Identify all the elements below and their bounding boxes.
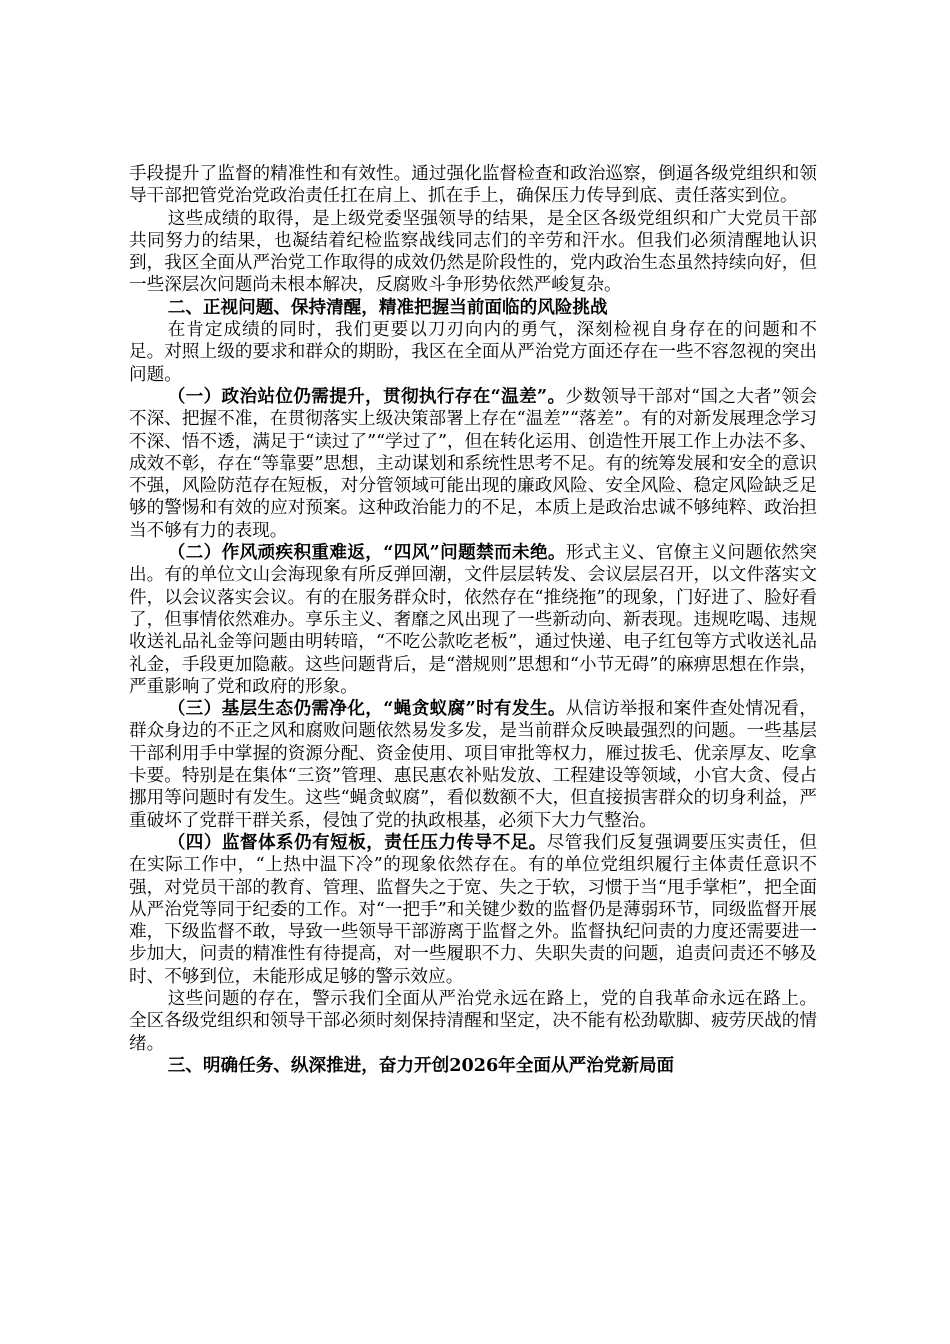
paragraph-continued: 手段提升了监督的精准性和有效性。通过强化监督检查和政治巡察，倒逼各级党组织和领导干部把管党治党政治责任扛在肩上、抓在手上，确保压力传导到底、责任落实到位。 (129, 164, 817, 207)
subsection-1-body: 少数领导干部对“国之大者”领会不深、把握不准，在贯彻落实上级决策部署上存在“温差”“落差”。有的对新发展理念学习不深、悟不透，满足于“读过了”“学过了”，但在转化运用、创造性开展工作上办法不多、成效不彰，存在“等靠要”思想，主动谋划和系统性思考不足。有的统筹发展和安全的意识不强，风险防范存在短板，对分管领域可能出现的廉政风险、安全风险、稳定风险缺乏足够的警惕和有效的应对预案。这种政治能力的不足，本质上是政治忠诚不够纯粹、政治担当不够有力的表现。 (129, 386, 817, 541)
paragraph-warning: 这些问题的存在，警示我们全面从严治党永远在路上，党的自我革命永远在路上。全区各级党组织和领导干部必须时刻保持清醒和坚定，决不能有松劲歇脚、疲劳厌战的情绪。 (129, 988, 817, 1054)
subsection-2-body: 形式主义、官僚主义问题依然突出。有的单位文山会海现象有所反弹回潮，文件层层转发、会议层层召开，以文件落实文件，以会议落实会议。有的在服务群众时，依然存在“推绕拖”的现象，门好进了、脸好看了，但事情依然难办。享乐主义、奢靡之风出现了一些新动向、新表现。违规吃喝、违规收送礼品礼金等问题由明转暗，“不吃公款吃老板”，通过快递、电子红包等方式收送礼品礼金，手段更加隐蔽。这些问题背后，是“潜规则”思想和“小节无碍”的麻痹思想在作祟，严重影响了党和政府的形象。 (129, 543, 817, 697)
subsection-3 (129, 698, 817, 832)
subsection-4 (129, 832, 817, 988)
paragraph-achievements-summary: 这些成绩的取得，是上级党委坚强领导的结果，是全区各级党组织和广大党员干部共同努力的结果，也凝结着纪检监察战线同志们的辛劳和汗水。但我们必须清醒地认识到，我区全面从严治党工作取得的成效仍然是阶段性的，党内政治生态虽然持续向好，但一些深层次问题尚未根本解决，反腐败斗争形势依然严峻复杂。 (129, 208, 817, 296)
section-heading-3: 三、明确任务、纵深推进，奋力开创2026年全面从严治党新局面 (167, 1054, 675, 1076)
subsection-3-title: （三）基层生态仍需净化，“蝇贪蚁腐”时有发生。 (167, 698, 566, 720)
subsection-3-body: 从信访举报和案件查处情况看，群众身边的不正之风和腐败问题依然易发多发，是当前群众反映最强烈的问题。一些基层干部利用手中掌握的资源分配、资金使用、项目审批等权力，雁过拔毛、优亲厚友、吃拿卡要。特别是在集体“三资”管理、惠民惠农补贴发放、工程建设等领域，小官大贪、侵占挪用等问题时有发生。这些“蝇贪蚁腐”，看似数额不大，但直接损害群众的切身利益，严重破坏了党群干群关系，侵蚀了党的执政根基，必须下大力气整治。 (129, 699, 817, 831)
subsection-1 (129, 386, 817, 542)
subsection-4-title: （四）监督体系仍有短板，责任压力传导不足。 (167, 831, 547, 853)
section-heading-2: 二、正视问题、保持清醒，精准把握当前面临的风险挑战 (167, 296, 608, 318)
subsection-2-title: （二）作风顽疾积重难返，“四风”问题禁而未绝。 (167, 542, 566, 564)
subsection-2 (129, 542, 817, 698)
paragraph-intro-problems: 在肯定成绩的同时，我们更要以刀刃向内的勇气，深刻检视自身存在的问题和不足。对照上级的要求和群众的期盼，我区在全面从严治党方面还存在一些不容忽视的突出问题。 (129, 320, 817, 385)
subsection-1-title: （一）政治站位仍需提升，贯彻执行存在“温差”。 (167, 385, 566, 407)
subsection-4-body: 尽管我们反复强调要压实责任，但在实际工作中，“上热中温下冷”的现象依然存在。有的单位党组织履行主体责任意识不强，对党员干部的教育、管理、监督失之于宽、失之于软，习惯于当“甩手掌柜”，把全面从严治党等同于纪委的工作。对“一把手”和关键少数的监督仍是薄弱环节，同级监督开展难，下级监督不敢，导致一些领导干部游离于监督之外。监督执纪问责的力度还需要进一步加大，问责的精准性有待提高，对一些履职不力、失职失责的问题，追责问责还不够及时、不够到位，未能形成足够的警示效应。 (129, 832, 817, 987)
